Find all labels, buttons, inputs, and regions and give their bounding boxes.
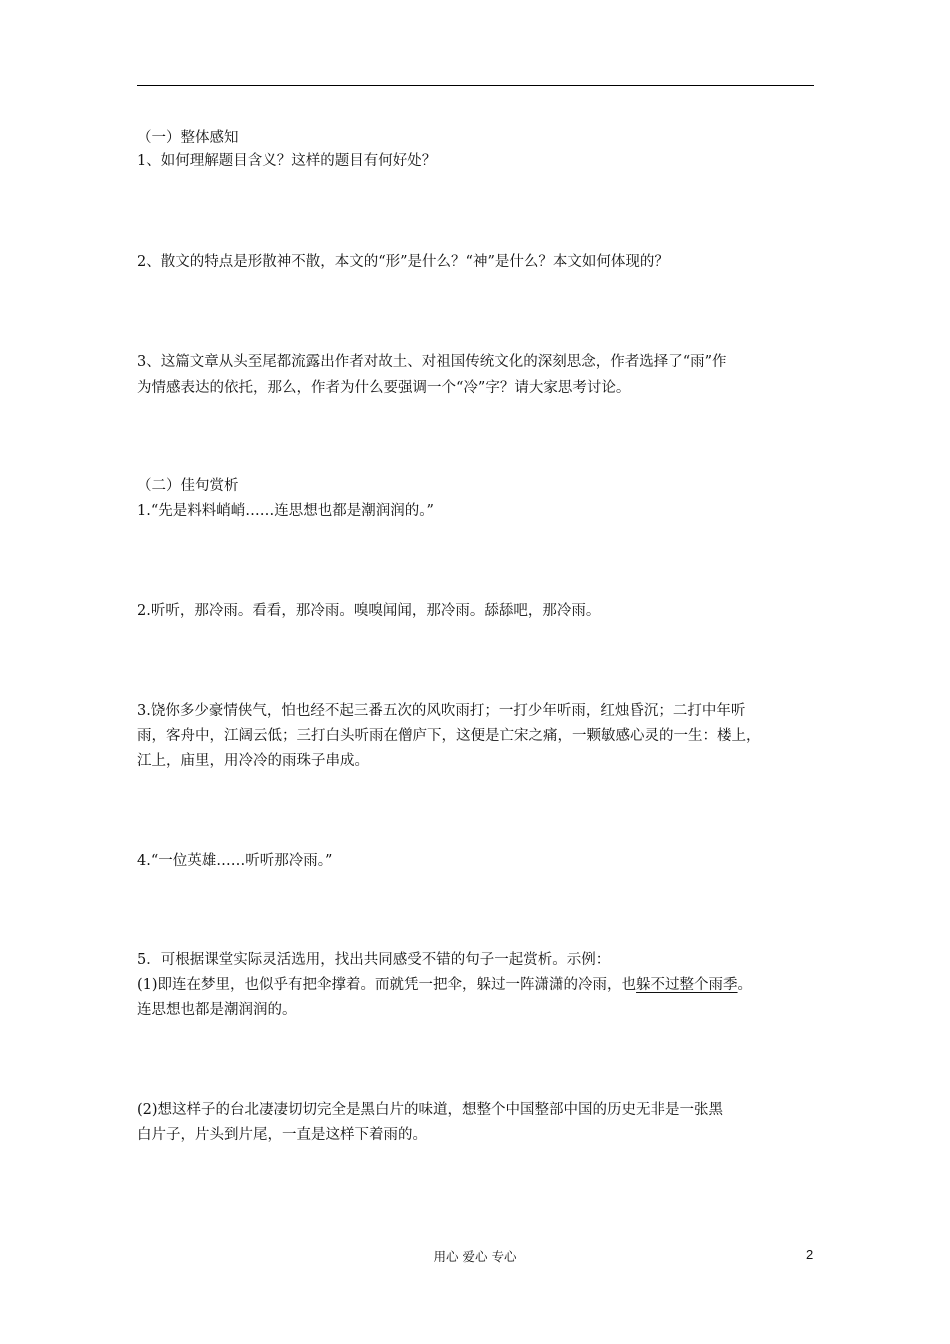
- question-3-line-2: 为情感表达的依托，那么，作者为什么要强调一个“冷”字？请大家思考讨论。: [137, 380, 631, 396]
- section-heading-overall: （一）整体感知: [137, 130, 239, 146]
- footer-slogan: 用心 爱心 专心: [433, 1249, 517, 1264]
- example-2-line-2: 白片子，片头到片尾，一直是这样下着雨的。: [137, 1127, 427, 1143]
- example-2-line-1: (2)想这样子的台北凄凄切切完全是黑白片的味道，想整个中国整部中国的历史无非是一张黑: [137, 1102, 724, 1118]
- sentence-3-line-1: 3.饶你多少豪情侠气，怕也经不起三番五次的风吹雨打；一打少年听雨，红烛昏沉；二打中年听: [137, 703, 746, 719]
- sentence-4: 4.“一位英雄……听听那冷雨。”: [137, 853, 333, 869]
- header-rule: [137, 85, 814, 86]
- example-1-line-1: [137, 975, 752, 995]
- example-1-period: 。: [737, 977, 753, 993]
- question-3-line-1: 3、这篇文章从头至尾都流露出作者对故土、对祖国传统文化的深刻思念，作者选择了“雨”作: [137, 354, 727, 370]
- sentence-5: 5．可根据课堂实际灵活选用，找出共同感受不错的句子一起赏析。示例：: [137, 952, 611, 968]
- example-1-text: (1)即连在梦里，也似乎有把伞撑着。而就凭一把伞，躲过一阵潇潇的冷雨，也: [137, 977, 637, 993]
- example-1-line-2: 连思想也都是潮润润的。: [137, 1002, 297, 1018]
- sentence-2: 2.听听，那冷雨。看看，那冷雨。嗅嗅闻闻，那冷雨。舔舔吧，那冷雨。: [137, 603, 601, 619]
- sentence-1: 1.“先是料料峭峭……连思想也都是潮润润的。”: [137, 503, 434, 519]
- section-heading-sentences: （二）佳句赏析: [137, 478, 239, 494]
- sentence-3-line-3: 江上，庙里，用冷冷的雨珠子串成。: [137, 753, 369, 769]
- underlined-phrase: 躲不过整个雨季: [636, 977, 738, 993]
- sentence-3-line-2: 雨，客舟中，江阔云低；三打白头听雨在僧庐下，这便是亡宋之痛，一颗敏感心灵的一生：楼上，: [137, 728, 761, 744]
- page-number: 2: [806, 1247, 814, 1262]
- question-2: 2、散文的特点是形散神不散，本文的“形”是什么？“神”是什么？本文如何体现的？: [137, 254, 669, 270]
- question-1: 1、如何理解题目含义？这样的题目有何好处？: [137, 153, 437, 169]
